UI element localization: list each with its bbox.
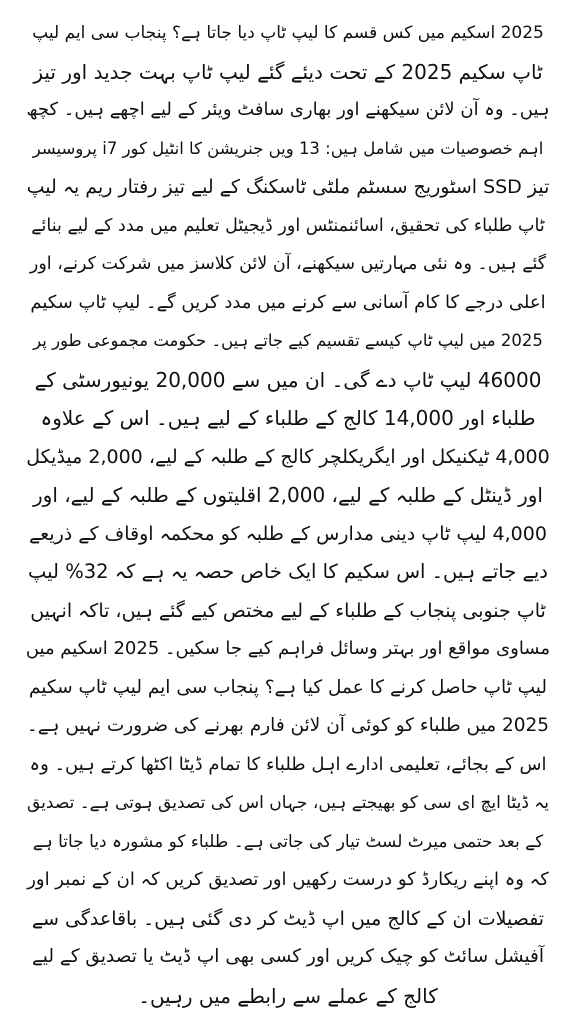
text-line: 2025 اسکیم میں کس قسم کا لیپ ٹاپ دیا جاتا ہے؟ پنجاب سی ایم لیپ (32, 23, 544, 43)
text-line: طلباء اور 14,000 کالج کے طلباء کے لیے ہیں۔ اس کے علاوہ (40, 406, 536, 430)
text-line: ٹاپ طلباء کی تحقیق، اسائنمنٹس اور ڈیجیٹل تعلیم میں مدد کے لیے بنائے (31, 215, 545, 236)
article-body (26, 14, 550, 1015)
text-line: اور ڈینٹل کے طلبہ کے لیے، 2,000 اقلیتوں کے طلبہ کے لیے، اور (33, 483, 543, 507)
text-line: یہ ڈیٹا ایچ ای سی کو بھیجتے ہیں، جہاں اس کی تصدیق ہوتی ہے۔ تصدیق (27, 793, 549, 813)
text-line: ٹاپ جنوبی پنجاب کے طلباء کے لیے مختص کیے گئے ہیں، تاکہ انہیں (30, 599, 546, 622)
text-line: اہم خصوصیات میں شامل ہیں: 13 ویں جنریشن کا انٹیل کور i7 پروسیسر (32, 138, 544, 158)
text-line: لیپ ٹاپ حاصل کرنے کا عمل کیا ہے؟ پنجاب سی ایم لیپ ٹاپ سکیم (29, 676, 547, 698)
text-line: آفیشل سائٹ کو چیک کریں اور کسی بھی اپ ڈیٹ یا تصدیق کے لیے (31, 946, 545, 967)
text-line: 2025 میں طلباء کو کوئی آن لائن فارم بھرنے کی ضرورت نہیں ہے۔ (26, 715, 550, 736)
text-line: مساوی مواقع اور بہتر وسائل فراہم کیے جا سکیں۔ 2025 اسکیم میں (25, 638, 550, 659)
text-line: تفصیلات ان کے کالج میں اپ ڈیٹ کر دی گئی ہیں۔ باقاعدگی سے (31, 907, 545, 930)
text-line: کے بعد حتمی میرٹ لسٹ تیار کی جاتی ہے۔ طلباء کو مشورہ دیا جاتا ہے (32, 831, 544, 852)
text-line: تیز SSD اسٹوریج سسٹم ملٹی ٹاسکنگ کے لیے تیز رفتار ریم یہ لیپ (26, 176, 550, 198)
text-line: گئے ہیں۔ وہ نئی مہارتیں سیکھنے، آن لائن کلاسز میں شرکت کرنے، اور (29, 254, 547, 274)
text-line: ٹاپ سکیم 2025 کے تحت دیئے گئے لیپ ٹاپ بہت جدید اور تیز (33, 59, 543, 84)
text-line: ہیں۔ وہ آن لائن سیکھنے اور بھاری سافٹ ویئر کے لیے اچھے ہیں۔ کچھ (26, 99, 550, 120)
text-line: دیے جاتے ہیں۔ اس سکیم کا ایک خاص حصہ یہ ہے کہ 32% لیپ (28, 560, 548, 583)
text-line: اس کے بجائے، تعلیمی ادارے اہل طلباء کا تمام ڈیٹا اکٹھا کرتے ہیں۔ وہ (29, 753, 547, 775)
text-line: کہ وہ اپنے ریکارڈ کو درست رکھیں اور تصدیق کریں کہ ان کے نمبر اور (27, 869, 549, 890)
text-line: اعلی درجے کا کام آسانی سے کرنے میں مدد کریں گے۔ لیپ ٹاپ سکیم (30, 291, 546, 313)
text-line: 4,000 ٹیکنیکل اور ایگریکلچر کالج کے طلبہ کے لیے، 2,000 میڈیکل (26, 445, 550, 468)
text-line: 46000 لیپ ٹاپ دے گی۔ ان میں سے 20,000 یونیورسٹی کے (34, 367, 542, 392)
text-line: کالج کے عملے سے رابطے میں رہیں۔ (138, 983, 438, 1008)
text-line: 2025 میں لیپ ٹاپ کیسے تقسیم کیے جاتے ہیں۔ حکومت مجموعی طور پر (33, 331, 543, 350)
text-line: 4,000 لیپ ٹاپ دینی مدارس کے طلبہ کو محکمہ اوقاف کے ذریعے (29, 522, 547, 545)
